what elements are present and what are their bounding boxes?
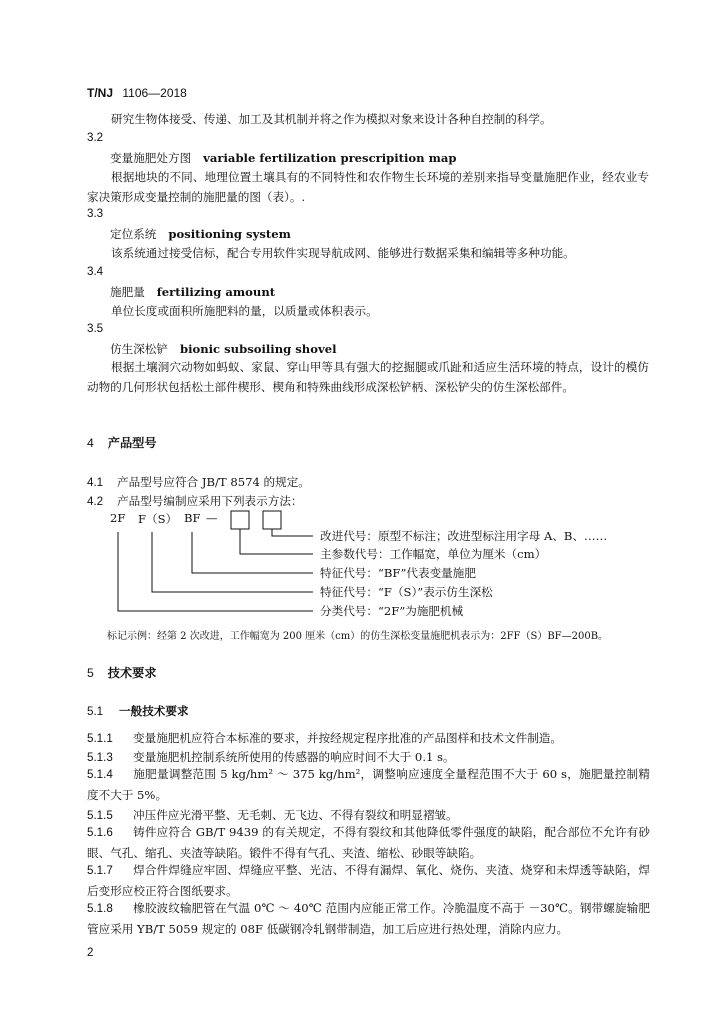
marking-example: 标记示例：经第 2 次改进，工作幅宽为 200 厘米（cm）的仿生深松变量施肥机表示为：2FF（S）BF—200B。 xyxy=(107,631,609,642)
term-title xyxy=(110,284,275,300)
clause-number: 5.1.6 xyxy=(87,826,113,839)
term-zh: 仿生深松铲 xyxy=(110,342,168,356)
clause-text: 冲压件应光滑平整、无毛刺、无飞边、不得有裂纹和明显褶皱。 xyxy=(133,808,458,822)
leader-line-main-param xyxy=(240,529,313,554)
section-number: 4 xyxy=(87,436,94,450)
term-definition: 根据土壤洞穴动物如蚂蚁、家鼠、穿山甲等具有强大的挖掘腿或爪趾和适应生活环境的特点，设计的模仿动物的几何形状包括松土部件楔形、楔角和特殊曲线形成深松铲柄、深松铲尖的仿生深松部件。 xyxy=(87,360,649,394)
term-definition: 单位长度或面积所施肥料的量，以质量或体积表示。 xyxy=(111,304,378,318)
clause-5-1-6 xyxy=(87,822,650,863)
term-zh: 变量施肥处方图 xyxy=(110,151,192,165)
term-definition: 根据地块的不同、地理位置土壤具有的不同特性和农作物生长环境的差别来指导变量施肥作业，经农业专家决策形成变量控制的施肥量的图（表）。. xyxy=(87,170,649,204)
section-heading xyxy=(87,664,157,681)
label-feature-fs: 特征代号：“F（S）”表示仿生深松 xyxy=(320,585,493,599)
term-zh: 施肥量 xyxy=(110,285,145,299)
clause-5-1-1 xyxy=(87,730,562,746)
intro-continuation: 研究生物体接受、传递、加工及其机制并将之作为模拟对象来设计各种自控制的科学。 xyxy=(111,112,552,126)
clause-number: 5.1.1 xyxy=(87,732,113,745)
standard-header xyxy=(87,86,187,100)
label-feature-bf: 特征代号：“BF”代表变量施肥 xyxy=(320,566,476,580)
clause-number: 4.1 xyxy=(87,476,104,489)
term-number: 3.4 xyxy=(87,265,104,278)
term-number: 3.5 xyxy=(87,322,104,335)
section-number: 5 xyxy=(87,666,94,680)
clause-5-1-8 xyxy=(87,898,650,939)
term-en: fertilizing amount xyxy=(156,285,276,299)
standard-prefix: T/NJ xyxy=(87,86,114,100)
subsection-number: 5.1 xyxy=(87,705,104,718)
term-zh: 定位系统 xyxy=(110,227,157,241)
code-2f: 2F xyxy=(110,511,126,525)
section-heading xyxy=(87,434,157,451)
term-number: 3.2 xyxy=(87,131,104,144)
leader-line-fs xyxy=(152,532,313,592)
term-title xyxy=(110,150,457,166)
label-improve: 改进代号：原型不标注；改进型标注用字母 A、B、…… xyxy=(320,529,608,543)
section-title: 产品型号 xyxy=(107,436,157,450)
clause-text: 铸件应符合 GB/T 9439 的有关规定，不得有裂纹和其他降低零件强度的缺陷，配合部位不允许有砂眼、气孔、缩孔、夹渣等缺陷。锻件不得有气孔、夹渣、缩松、砂眼等缺陷。 xyxy=(87,825,650,860)
term-en: bionic subsoiling shovel xyxy=(179,342,337,356)
code-bf: BF xyxy=(184,511,201,525)
clause-number: 5.1.7 xyxy=(87,864,113,877)
code-box-main-param xyxy=(231,511,249,529)
code-dash: — xyxy=(206,511,218,525)
subsection-title: 一般技术要求 xyxy=(119,704,189,718)
term-title xyxy=(110,341,336,357)
clause-number: 5.1.3 xyxy=(87,751,113,764)
standard-number: 1106—2018 xyxy=(122,86,187,100)
term-en: positioning system xyxy=(168,227,291,241)
clause-number: 4.2 xyxy=(87,495,104,508)
leader-line-class xyxy=(118,532,313,611)
section-title: 技术要求 xyxy=(107,666,157,680)
clause-number: 5.1.4 xyxy=(87,768,113,781)
leader-line-bf xyxy=(192,532,313,573)
clause-5-1-3 xyxy=(87,749,455,765)
subsection-heading xyxy=(87,703,189,719)
code-fs: F（S） xyxy=(138,512,178,526)
term-en: variable fertilization prescripition map xyxy=(203,151,457,165)
clause-5-1-4 xyxy=(87,764,650,805)
label-main-param: 主参数代号：工作幅宽，单位为厘米（cm） xyxy=(320,547,547,561)
clause-text: 产品型号应符合 JB/T 8574 的规定。 xyxy=(117,475,310,489)
clause-text: 变量施肥机控制系统所使用的传感器的响应时间不大于 0.1 s。 xyxy=(133,750,455,764)
clause-4-1 xyxy=(87,474,310,490)
term-number: 3.3 xyxy=(87,207,104,220)
clause-5-1-7 xyxy=(87,860,650,901)
code-box-improve xyxy=(263,511,281,529)
label-class: 分类代号：“2F”为施肥机械 xyxy=(320,604,464,618)
clause-text: 产品型号编制应采用下列表示方法： xyxy=(117,494,303,508)
clause-text: 焊合件焊缝应牢固、焊缝应平整、光洁、不得有漏焊、氧化、烧伤、夹渣、烧穿和未焊透等缺陷，焊后变形应校正符合图纸要求。 xyxy=(87,863,650,898)
leader-line-improve xyxy=(272,529,313,536)
clause-number: 5.1.5 xyxy=(87,809,113,822)
model-code-diagram xyxy=(100,506,660,618)
term-definition: 该系统通过接受信标，配合专用软件实现导航成网、能够进行数据采集和编辑等多种功能。 xyxy=(111,246,575,260)
clause-5-1-5 xyxy=(87,807,458,823)
term-title xyxy=(110,226,291,242)
clause-text: 橡胶波纹输肥管在气温 0℃ ～ 40℃ 范围内应能正常工作。冷脆温度不高于 －30℃。钢带螺旋输肥管应采用 YB/T 5059 规定的 08F 低碳钢冷轧钢带制造，加工后应进行热处理，消除内应力。 xyxy=(87,901,650,936)
clause-text: 变量施肥机应符合本标准的要求，并按经规定程序批准的产品图样和技术文件制造。 xyxy=(133,731,562,745)
page-number: 2 xyxy=(87,946,94,959)
clause-number: 5.1.8 xyxy=(87,902,113,915)
clause-text: 施肥量调整范围 5 kg/hm² ～ 375 kg/hm²，调整响应速度全量程范围不大于 60 s，施肥量控制精度不大于 5%。 xyxy=(87,767,650,802)
